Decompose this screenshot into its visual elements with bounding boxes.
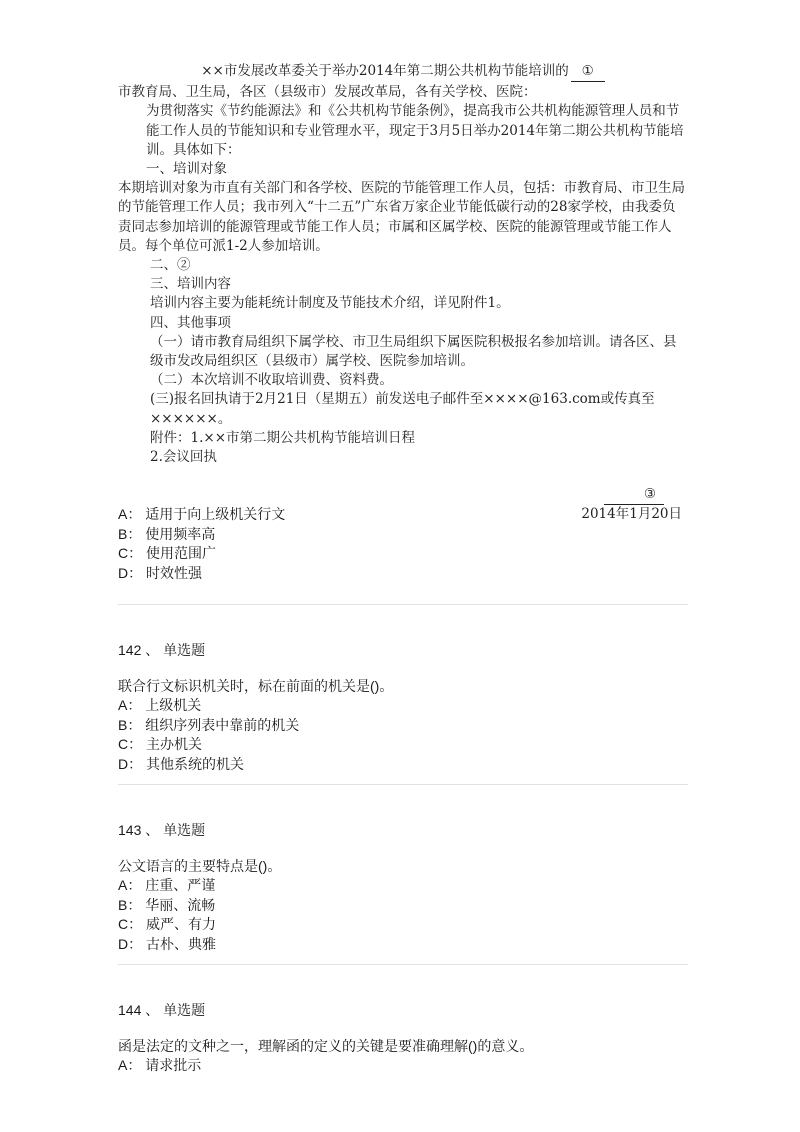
section-3-body: 培训内容主要为能耗统计制度及节能技术介绍，详见附件1。	[150, 295, 510, 312]
notice-document	[118, 62, 688, 525]
question-stem: 函是法定的文种之一，理解函的定义的关键是要准确理解()的意义。	[118, 1037, 534, 1054]
question-header: 142 、 单选题	[118, 642, 206, 658]
option-c[interactable]: C： 主办机关	[118, 736, 202, 753]
section-4-item-3: (三)报名回执请于2月21日（星期五）前发送电子邮件至××××@163.com或传真至××××××。	[150, 391, 655, 427]
option-d[interactable]: D： 时效性强	[118, 564, 202, 581]
section-4-item-1: （一）请市教育局组织下属学校、市卫生局组织下属医院积极报名参加培训。请各区、县级市发改局组织区（县级市）属学校、医院参加培训。	[150, 333, 677, 370]
signature-line	[118, 485, 688, 505]
section-2-title: 二、②	[150, 257, 191, 274]
notice-intro: 为贯彻落实《节约能源法》和《公共机构节能条例》，提高我市公共机构能源管理人员和节能工作人员的节能知识和专业管理水平，现定于3月5日举办2014年第二期公共机构节能培训。具体如下：	[146, 103, 684, 158]
notice-title	[118, 62, 688, 82]
option-d[interactable]: D： 其他系统的机关	[118, 755, 244, 772]
option-c[interactable]: C： 威严、有力	[118, 916, 216, 933]
option-d[interactable]: D： 古朴、典雅	[118, 935, 216, 952]
attachment-line-2: 2.会议回执	[150, 449, 217, 466]
option-a[interactable]: A： 适用于向上级机关行文	[118, 506, 286, 522]
section-3-title: 三、培训内容	[150, 276, 231, 293]
section-4-item-2: （二）本次培训不收取培训费、资料费。	[150, 372, 393, 389]
question-header: 143 、 单选题	[118, 822, 206, 838]
option-b[interactable]: B： 使用频率高	[118, 525, 216, 542]
question-stem: 公文语言的主要特点是()。	[118, 857, 282, 874]
title-blank-1: ①	[571, 62, 605, 82]
section-1-body: 本期培训对象为市直有关部门和各学校、医院的节能管理工作人员，包括：市教育局、市卫生局的节能管理工作人员；我市列入“十二五”广东省万家企业节能低碳行动的28家学校，由我委负责同志参加培训的能源管理或节能工作人员；市属和区属学校、医院的能源管理或节能工作人员。每个单位可派1-2人参加培训。	[118, 180, 685, 254]
signature-blank-3: ③	[604, 485, 664, 505]
option-a[interactable]: A： 请求批示	[118, 1057, 202, 1074]
question-141-options	[118, 505, 688, 583]
question-header: 144 、 单选题	[118, 1002, 206, 1018]
question-144	[118, 1001, 688, 1076]
notice-date: 2014年1月20日	[581, 506, 682, 523]
question-142	[118, 641, 688, 775]
question-divider	[118, 964, 688, 965]
notice-title-text: ××市发展改革委关于举办2014年第二期公共机构节能培训的	[201, 63, 569, 79]
notice-recipients: 市教育局、卫生局，各区（县级市）发展改革局，各有关学校、医院：	[118, 84, 537, 101]
option-c[interactable]: C： 使用范围广	[118, 545, 216, 562]
question-divider	[118, 604, 688, 605]
option-a[interactable]: A： 庄重、严谨	[118, 877, 216, 894]
option-a[interactable]: A： 上级机关	[118, 697, 202, 714]
question-143	[118, 821, 688, 955]
section-4-title: 四、其他事项	[150, 314, 231, 331]
option-b[interactable]: B： 组织序列表中靠前的机关	[118, 716, 300, 733]
attachment-line-1: 附件：1.××市第二期公共机构节能培训日程	[150, 429, 416, 446]
option-b[interactable]: B： 华丽、流畅	[118, 896, 216, 913]
question-divider	[118, 784, 688, 785]
question-stem: 联合行文标识机关时，标在前面的机关是()。	[118, 677, 394, 694]
section-1-title: 一、培训对象	[146, 161, 227, 178]
